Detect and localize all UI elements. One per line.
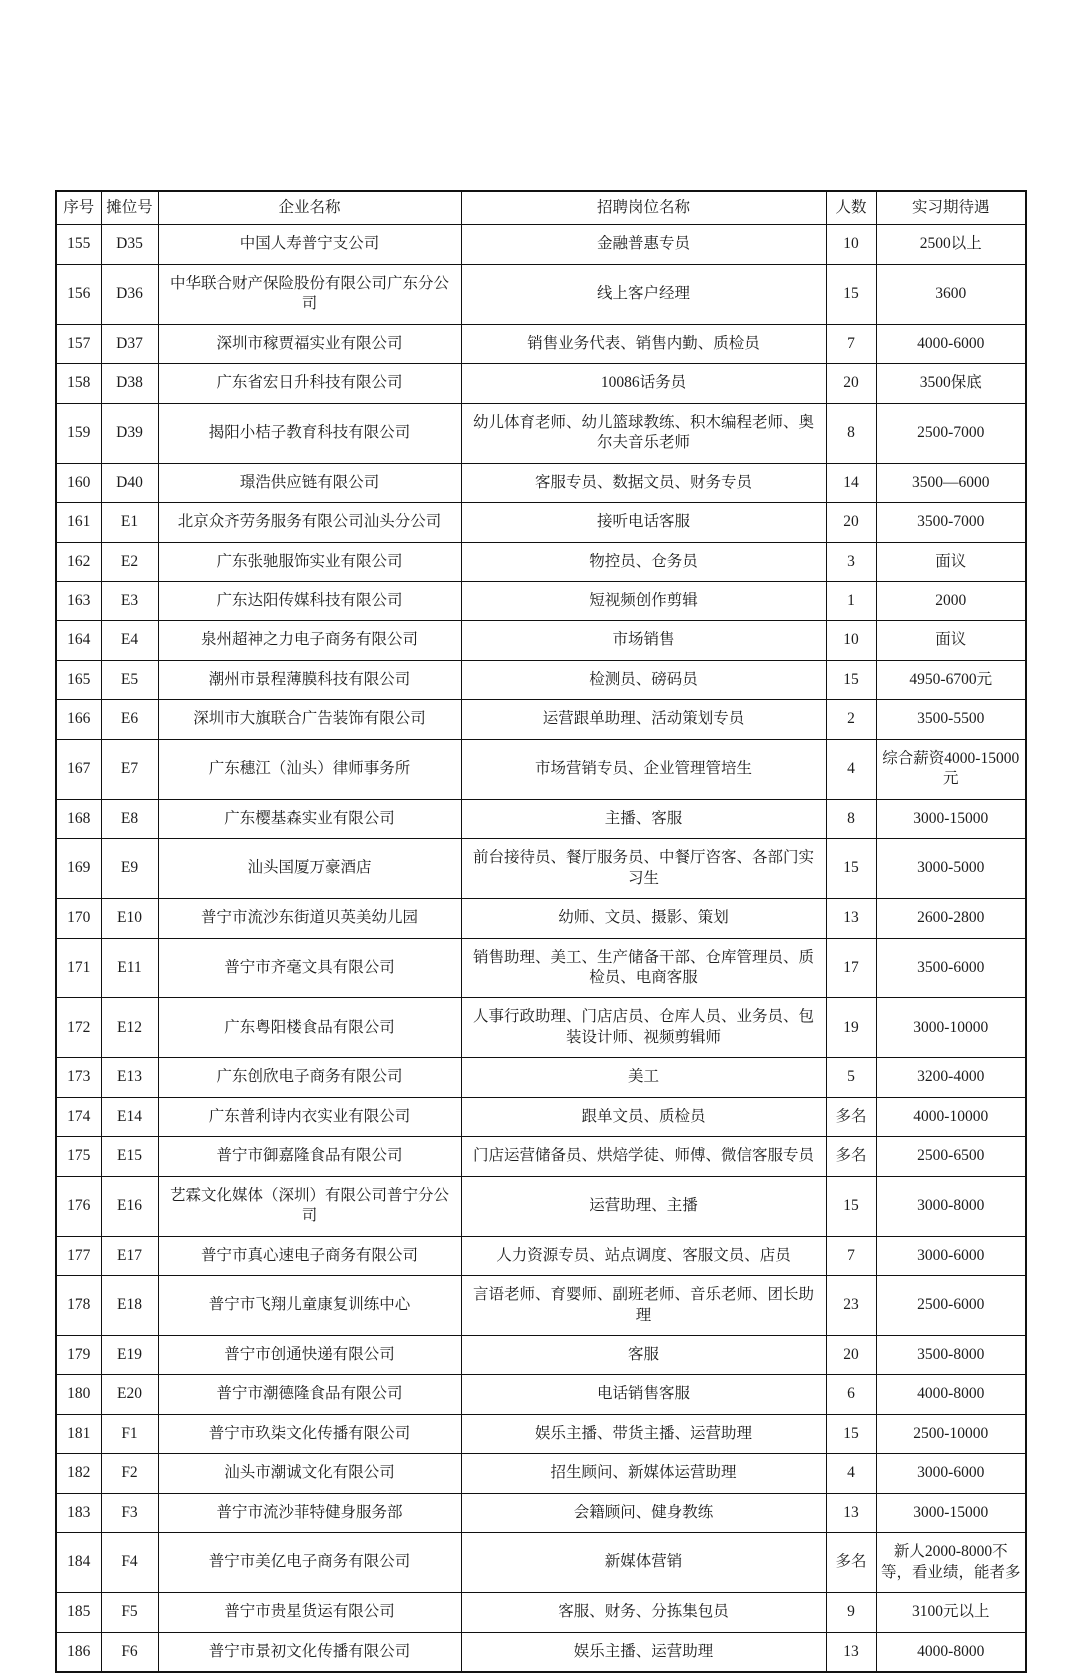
cell-company: 泉州超神之力电子商务有限公司 xyxy=(158,621,461,660)
cell-booth: F5 xyxy=(101,1593,158,1632)
cell-company: 广东普利诗内衣实业有限公司 xyxy=(158,1097,461,1136)
cell-booth: F3 xyxy=(101,1493,158,1532)
cell-positions: 运营跟单助理、活动策划专员 xyxy=(461,700,826,739)
header-cell-count: 人数 xyxy=(826,191,876,225)
cell-count: 20 xyxy=(826,1335,876,1374)
table-row xyxy=(56,1632,1026,1672)
cell-count: 20 xyxy=(826,364,876,403)
cell-positions: 10086话务员 xyxy=(461,364,826,403)
cell-company: 普宁市创通快递有限公司 xyxy=(158,1335,461,1374)
header-cell-seq: 序号 xyxy=(56,191,101,225)
cell-company: 揭阳小桔子教育科技有限公司 xyxy=(158,403,461,463)
cell-booth: E10 xyxy=(101,899,158,938)
cell-seq: 155 xyxy=(56,225,101,264)
table-header-row xyxy=(56,191,1026,225)
table-row xyxy=(56,1236,1026,1275)
cell-salary: 3500-5500 xyxy=(876,700,1026,739)
cell-booth: E15 xyxy=(101,1137,158,1176)
cell-count: 14 xyxy=(826,463,876,502)
cell-positions: 跟单文员、质检员 xyxy=(461,1097,826,1136)
cell-salary: 2000 xyxy=(876,581,1026,620)
cell-count: 8 xyxy=(826,403,876,463)
table-row xyxy=(56,660,1026,699)
cell-count: 10 xyxy=(826,225,876,264)
cell-salary: 3000-6000 xyxy=(876,1454,1026,1493)
cell-seq: 173 xyxy=(56,1058,101,1097)
table-row xyxy=(56,700,1026,739)
header-cell-company: 企业名称 xyxy=(158,191,461,225)
cell-count: 多名 xyxy=(826,1137,876,1176)
cell-company: 普宁市流沙东街道贝英美幼儿园 xyxy=(158,899,461,938)
cell-salary: 3000-10000 xyxy=(876,998,1026,1058)
cell-booth: E3 xyxy=(101,581,158,620)
job-fair-table xyxy=(55,190,1027,1673)
cell-positions: 人事行政助理、门店店员、仓库人员、业务员、包装设计师、视频剪辑师 xyxy=(461,998,826,1058)
cell-salary: 2500-7000 xyxy=(876,403,1026,463)
cell-positions: 市场销售 xyxy=(461,621,826,660)
cell-booth: D40 xyxy=(101,463,158,502)
table-row xyxy=(56,621,1026,660)
cell-count: 多名 xyxy=(826,1097,876,1136)
cell-salary: 2500以上 xyxy=(876,225,1026,264)
cell-company: 北京众齐劳务服务有限公司汕头分公司 xyxy=(158,503,461,542)
header-cell-booth: 摊位号 xyxy=(101,191,158,225)
cell-positions: 美工 xyxy=(461,1058,826,1097)
cell-company: 广东省宏日升科技有限公司 xyxy=(158,364,461,403)
cell-seq: 167 xyxy=(56,739,101,799)
table-row xyxy=(56,364,1026,403)
cell-count: 15 xyxy=(826,839,876,899)
table-row xyxy=(56,799,1026,838)
cell-salary: 面议 xyxy=(876,542,1026,581)
table-row xyxy=(56,463,1026,502)
cell-booth: D35 xyxy=(101,225,158,264)
cell-booth: E8 xyxy=(101,799,158,838)
cell-salary: 3000-15000 xyxy=(876,1493,1026,1532)
cell-company: 中华联合财产保险股份有限公司广东分公司 xyxy=(158,264,461,324)
cell-booth: D39 xyxy=(101,403,158,463)
cell-seq: 169 xyxy=(56,839,101,899)
cell-positions: 电话销售客服 xyxy=(461,1375,826,1414)
table-row xyxy=(56,839,1026,899)
cell-salary: 2600-2800 xyxy=(876,899,1026,938)
cell-count: 5 xyxy=(826,1058,876,1097)
cell-salary: 3500—6000 xyxy=(876,463,1026,502)
table-row xyxy=(56,264,1026,324)
cell-salary: 3500-6000 xyxy=(876,938,1026,998)
table-row xyxy=(56,899,1026,938)
document-page xyxy=(55,190,1025,1673)
cell-seq: 166 xyxy=(56,700,101,739)
cell-positions: 人力资源专员、站点调度、客服文员、店员 xyxy=(461,1236,826,1275)
cell-company: 潮州市景程薄膜科技有限公司 xyxy=(158,660,461,699)
cell-count: 15 xyxy=(826,1176,876,1236)
cell-count: 15 xyxy=(826,1414,876,1453)
cell-count: 7 xyxy=(826,324,876,363)
cell-booth: E6 xyxy=(101,700,158,739)
cell-company: 广东达阳传媒科技有限公司 xyxy=(158,581,461,620)
cell-booth: E13 xyxy=(101,1058,158,1097)
cell-seq: 186 xyxy=(56,1632,101,1672)
cell-positions: 前台接待员、餐厅服务员、中餐厅咨客、各部门实习生 xyxy=(461,839,826,899)
cell-booth: E11 xyxy=(101,938,158,998)
cell-positions: 运营助理、主播 xyxy=(461,1176,826,1236)
table-row xyxy=(56,1276,1026,1336)
cell-salary: 2500-10000 xyxy=(876,1414,1026,1453)
cell-count: 6 xyxy=(826,1375,876,1414)
table-row xyxy=(56,1454,1026,1493)
cell-positions: 幼儿体育老师、幼儿篮球教练、积木编程老师、奥尔夫音乐老师 xyxy=(461,403,826,463)
cell-seq: 164 xyxy=(56,621,101,660)
cell-seq: 157 xyxy=(56,324,101,363)
cell-seq: 162 xyxy=(56,542,101,581)
table-row xyxy=(56,225,1026,264)
cell-salary: 4000-6000 xyxy=(876,324,1026,363)
cell-salary: 3500-8000 xyxy=(876,1335,1026,1374)
cell-salary: 3000-15000 xyxy=(876,799,1026,838)
cell-seq: 171 xyxy=(56,938,101,998)
cell-booth: E14 xyxy=(101,1097,158,1136)
cell-booth: E9 xyxy=(101,839,158,899)
cell-company: 中国人寿普宁支公司 xyxy=(158,225,461,264)
cell-company: 广东樱基森实业有限公司 xyxy=(158,799,461,838)
cell-seq: 184 xyxy=(56,1533,101,1593)
cell-booth: F1 xyxy=(101,1414,158,1453)
cell-seq: 181 xyxy=(56,1414,101,1453)
cell-positions: 接听电话客服 xyxy=(461,503,826,542)
cell-company: 广东创欣电子商务有限公司 xyxy=(158,1058,461,1097)
cell-seq: 175 xyxy=(56,1137,101,1176)
cell-salary: 3000-5000 xyxy=(876,839,1026,899)
cell-seq: 182 xyxy=(56,1454,101,1493)
table-row xyxy=(56,1414,1026,1453)
cell-count: 2 xyxy=(826,700,876,739)
cell-booth: E5 xyxy=(101,660,158,699)
cell-seq: 159 xyxy=(56,403,101,463)
cell-booth: D38 xyxy=(101,364,158,403)
cell-seq: 174 xyxy=(56,1097,101,1136)
cell-booth: E18 xyxy=(101,1276,158,1336)
cell-booth: F6 xyxy=(101,1632,158,1672)
cell-seq: 177 xyxy=(56,1236,101,1275)
cell-positions: 新媒体营销 xyxy=(461,1533,826,1593)
table-row xyxy=(56,1493,1026,1532)
cell-seq: 176 xyxy=(56,1176,101,1236)
cell-count: 13 xyxy=(826,1493,876,1532)
cell-count: 20 xyxy=(826,503,876,542)
cell-positions: 门店运营储备员、烘焙学徒、师傅、微信客服专员 xyxy=(461,1137,826,1176)
cell-company: 普宁市潮德隆食品有限公司 xyxy=(158,1375,461,1414)
cell-seq: 165 xyxy=(56,660,101,699)
cell-seq: 183 xyxy=(56,1493,101,1532)
cell-count: 13 xyxy=(826,899,876,938)
cell-count: 9 xyxy=(826,1593,876,1632)
cell-company: 普宁市景初文化传播有限公司 xyxy=(158,1632,461,1672)
cell-booth: E20 xyxy=(101,1375,158,1414)
cell-count: 15 xyxy=(826,264,876,324)
cell-salary: 3200-4000 xyxy=(876,1058,1026,1097)
cell-booth: D37 xyxy=(101,324,158,363)
cell-salary: 2500-6500 xyxy=(876,1137,1026,1176)
cell-positions: 线上客户经理 xyxy=(461,264,826,324)
cell-count: 7 xyxy=(826,1236,876,1275)
cell-count: 1 xyxy=(826,581,876,620)
cell-company: 普宁市飞翔儿童康复训练中心 xyxy=(158,1276,461,1336)
cell-booth: F4 xyxy=(101,1533,158,1593)
cell-positions: 短视频创作剪辑 xyxy=(461,581,826,620)
cell-count: 23 xyxy=(826,1276,876,1336)
cell-count: 8 xyxy=(826,799,876,838)
cell-count: 4 xyxy=(826,1454,876,1493)
cell-salary: 综合薪资4000-15000元 xyxy=(876,739,1026,799)
cell-company: 普宁市贵星货运有限公司 xyxy=(158,1593,461,1632)
cell-company: 普宁市御嘉隆食品有限公司 xyxy=(158,1137,461,1176)
table-row xyxy=(56,1176,1026,1236)
table-row xyxy=(56,1335,1026,1374)
cell-company: 普宁市齐毫文具有限公司 xyxy=(158,938,461,998)
cell-company: 深圳市大旗联合广告装饰有限公司 xyxy=(158,700,461,739)
cell-salary: 3100元以上 xyxy=(876,1593,1026,1632)
table-row xyxy=(56,998,1026,1058)
cell-seq: 185 xyxy=(56,1593,101,1632)
table-row xyxy=(56,542,1026,581)
cell-company: 普宁市真心速电子商务有限公司 xyxy=(158,1236,461,1275)
cell-salary: 4000-8000 xyxy=(876,1632,1026,1672)
cell-salary: 3000-6000 xyxy=(876,1236,1026,1275)
cell-salary: 新人2000-8000不等，看业绩，能者多 xyxy=(876,1533,1026,1593)
cell-company: 普宁市玖柒文化传播有限公司 xyxy=(158,1414,461,1453)
table-row xyxy=(56,1375,1026,1414)
cell-positions: 言语老师、育婴师、副班老师、音乐老师、团长助理 xyxy=(461,1276,826,1336)
cell-salary: 2500-6000 xyxy=(876,1276,1026,1336)
table-row xyxy=(56,1533,1026,1593)
cell-positions: 客服 xyxy=(461,1335,826,1374)
table-row xyxy=(56,1137,1026,1176)
cell-count: 4 xyxy=(826,739,876,799)
cell-company: 汕头市潮诚文化有限公司 xyxy=(158,1454,461,1493)
cell-company: 璟浩供应链有限公司 xyxy=(158,463,461,502)
cell-seq: 160 xyxy=(56,463,101,502)
cell-count: 17 xyxy=(826,938,876,998)
cell-positions: 会籍顾问、健身教练 xyxy=(461,1493,826,1532)
cell-booth: F2 xyxy=(101,1454,158,1493)
cell-positions: 物控员、仓务员 xyxy=(461,542,826,581)
cell-count: 10 xyxy=(826,621,876,660)
cell-company: 艺霖文化媒体（深圳）有限公司普宁分公司 xyxy=(158,1176,461,1236)
cell-count: 19 xyxy=(826,998,876,1058)
cell-seq: 161 xyxy=(56,503,101,542)
cell-seq: 158 xyxy=(56,364,101,403)
table-row xyxy=(56,503,1026,542)
header-cell-salary: 实习期待遇 xyxy=(876,191,1026,225)
cell-seq: 156 xyxy=(56,264,101,324)
cell-booth: E12 xyxy=(101,998,158,1058)
cell-booth: E1 xyxy=(101,503,158,542)
cell-count: 多名 xyxy=(826,1533,876,1593)
cell-positions: 销售业务代表、销售内勤、质检员 xyxy=(461,324,826,363)
cell-company: 深圳市稼贾福实业有限公司 xyxy=(158,324,461,363)
cell-seq: 170 xyxy=(56,899,101,938)
cell-booth: E2 xyxy=(101,542,158,581)
cell-positions: 金融普惠专员 xyxy=(461,225,826,264)
table-row xyxy=(56,1058,1026,1097)
cell-company: 广东粤阳楼食品有限公司 xyxy=(158,998,461,1058)
table-row xyxy=(56,581,1026,620)
cell-count: 3 xyxy=(826,542,876,581)
table-row xyxy=(56,1593,1026,1632)
table-row xyxy=(56,739,1026,799)
cell-salary: 3500-7000 xyxy=(876,503,1026,542)
cell-positions: 娱乐主播、带货主播、运营助理 xyxy=(461,1414,826,1453)
cell-salary: 3500保底 xyxy=(876,364,1026,403)
cell-booth: E16 xyxy=(101,1176,158,1236)
cell-company: 普宁市美亿电子商务有限公司 xyxy=(158,1533,461,1593)
cell-company: 汕头国厦万豪酒店 xyxy=(158,839,461,899)
cell-positions: 检测员、磅码员 xyxy=(461,660,826,699)
cell-positions: 主播、客服 xyxy=(461,799,826,838)
cell-positions: 招生顾问、新媒体运营助理 xyxy=(461,1454,826,1493)
cell-salary: 面议 xyxy=(876,621,1026,660)
cell-count: 13 xyxy=(826,1632,876,1672)
cell-booth: E7 xyxy=(101,739,158,799)
cell-company: 广东穗江（汕头）律师事务所 xyxy=(158,739,461,799)
cell-booth: E19 xyxy=(101,1335,158,1374)
cell-positions: 销售助理、美工、生产储备干部、仓库管理员、质检员、电商客服 xyxy=(461,938,826,998)
cell-count: 15 xyxy=(826,660,876,699)
cell-seq: 180 xyxy=(56,1375,101,1414)
cell-positions: 市场营销专员、企业管理管培生 xyxy=(461,739,826,799)
header-cell-positions: 招聘岗位名称 xyxy=(461,191,826,225)
table-row xyxy=(56,938,1026,998)
cell-positions: 娱乐主播、运营助理 xyxy=(461,1632,826,1672)
cell-seq: 172 xyxy=(56,998,101,1058)
cell-salary: 4000-8000 xyxy=(876,1375,1026,1414)
cell-seq: 168 xyxy=(56,799,101,838)
cell-booth: E4 xyxy=(101,621,158,660)
table-row xyxy=(56,324,1026,363)
cell-salary: 4950-6700元 xyxy=(876,660,1026,699)
table-row xyxy=(56,403,1026,463)
cell-booth: D36 xyxy=(101,264,158,324)
cell-salary: 4000-10000 xyxy=(876,1097,1026,1136)
cell-seq: 179 xyxy=(56,1335,101,1374)
cell-positions: 客服、财务、分拣集包员 xyxy=(461,1593,826,1632)
cell-salary: 3000-8000 xyxy=(876,1176,1026,1236)
cell-booth: E17 xyxy=(101,1236,158,1275)
cell-company: 广东张驰服饰实业有限公司 xyxy=(158,542,461,581)
cell-salary: 3600 xyxy=(876,264,1026,324)
cell-seq: 163 xyxy=(56,581,101,620)
cell-seq: 178 xyxy=(56,1276,101,1336)
table-row xyxy=(56,1097,1026,1136)
cell-company: 普宁市流沙菲特健身服务部 xyxy=(158,1493,461,1532)
cell-positions: 幼师、文员、摄影、策划 xyxy=(461,899,826,938)
cell-positions: 客服专员、数据文员、财务专员 xyxy=(461,463,826,502)
